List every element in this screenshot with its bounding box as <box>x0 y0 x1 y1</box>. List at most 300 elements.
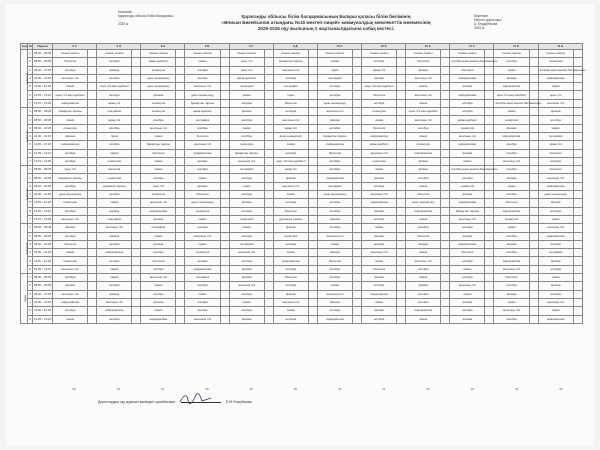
lesson-count: 29 <box>72 387 76 391</box>
subject-cell: физика <box>317 116 352 124</box>
table-row <box>21 58 583 66</box>
subject-cell: химия <box>53 315 88 323</box>
header-time: Уақыты <box>33 44 53 50</box>
table-row <box>21 315 583 323</box>
room-cell <box>220 191 229 199</box>
subject-cell: ағылшын тілі <box>538 174 573 182</box>
room-cell <box>132 50 141 58</box>
subject-cell: дене шынықтыру <box>273 132 308 140</box>
subject-cell: информатика <box>450 199 485 207</box>
subject-cell: информатика <box>538 182 573 190</box>
room-cell <box>220 50 229 58</box>
subject-cell: биология <box>494 199 529 207</box>
room-cell <box>397 91 406 99</box>
room-cell <box>397 141 406 149</box>
room-cell <box>132 149 141 157</box>
room-cell <box>485 108 494 116</box>
room-cell <box>353 182 362 190</box>
room-cell <box>353 265 362 273</box>
room-cell <box>397 224 406 232</box>
room-cell <box>88 132 97 140</box>
subject-cell: информатика <box>317 174 352 182</box>
room-cell <box>88 91 97 99</box>
room-cell <box>264 282 273 290</box>
subject-cell: алгебра <box>185 66 220 74</box>
subject-cell: қазақ тілі <box>97 116 132 124</box>
lesson-time: 12:25 – 13:10 <box>33 315 53 323</box>
stamp-right-line: Мектеп директоры <box>474 18 502 22</box>
subject-cell: геометрия <box>141 108 176 116</box>
subject-cell: алгебра <box>494 282 529 290</box>
subject-cell: алгебра <box>185 298 220 306</box>
subject-cell: алгебра <box>97 257 132 265</box>
room-cell <box>353 91 362 99</box>
lesson-time: 09:40 – 10:25 <box>33 124 53 132</box>
room-cell <box>441 191 450 199</box>
room-cell <box>88 298 97 306</box>
subject-cell: орыс тілі <box>229 66 264 74</box>
subject-cell: ағылшын тілі <box>53 290 88 298</box>
room-cell <box>485 282 494 290</box>
subject-cell: алгебра <box>53 274 88 282</box>
stamp-left-line: 2025 ж. <box>118 22 129 26</box>
lesson-number: 6 <box>28 315 33 323</box>
subject-cell: ағылшын тілі <box>229 157 264 165</box>
room-cell <box>441 315 450 323</box>
lesson-count: 34 <box>470 387 475 391</box>
room-cell <box>88 83 97 91</box>
room-cell <box>573 58 582 66</box>
subject-cell: геометрия <box>53 257 88 265</box>
lesson-number: 3 <box>28 182 33 190</box>
room-cell <box>264 290 273 298</box>
lesson-time: 08:00 – 08:45 <box>33 50 53 58</box>
subject-cell: химия <box>141 307 176 315</box>
subject-cell: алгебра <box>141 265 176 273</box>
subject-cell: химия <box>53 83 88 91</box>
subject-cell: химия <box>141 232 176 240</box>
room-cell <box>573 141 582 149</box>
room-cell <box>132 141 141 149</box>
room-cell <box>397 74 406 82</box>
room-cell <box>441 174 450 182</box>
room-cell <box>441 124 450 132</box>
subject-cell: дене шынықтыру <box>185 91 220 99</box>
subject-cell: ағылшын тілі <box>450 132 485 140</box>
subject-cell: алгебра <box>97 240 132 248</box>
lesson-number: 6 <box>28 91 33 99</box>
room-cell <box>264 91 273 99</box>
room-cell <box>264 124 273 132</box>
subject-cell: ағылшын тілі <box>53 265 88 273</box>
room-cell <box>88 99 97 107</box>
room-cell <box>529 191 538 199</box>
room-cell <box>485 274 494 282</box>
subject-cell: орыс тілі мен әдебиеті <box>53 91 88 99</box>
subject-cell: алгебра <box>538 290 573 298</box>
room-cell <box>176 132 185 140</box>
subject-cell: информатика <box>450 91 485 99</box>
room-cell <box>220 274 229 282</box>
room-cell <box>88 141 97 149</box>
room-cell <box>529 157 538 165</box>
room-cell <box>264 50 273 58</box>
subject-cell: геометрия <box>538 58 573 66</box>
subject-cell: биология <box>141 257 176 265</box>
table-row <box>21 240 583 248</box>
subject-cell: алгебра <box>141 116 176 124</box>
room-cell <box>573 307 582 315</box>
subject-cell: химия <box>273 191 308 199</box>
subject-cell: информатика <box>494 207 529 215</box>
subject-cell: химия <box>406 182 441 190</box>
subject-cell: геометрия <box>53 199 88 207</box>
subject-cell: физика <box>185 307 220 315</box>
table-row <box>21 298 583 306</box>
subject-cell: физика <box>406 240 441 248</box>
subject-cell: ағылшын тілі <box>141 124 176 132</box>
room-cell <box>132 257 141 265</box>
day-name: жұма <box>22 295 27 302</box>
room-cell <box>264 58 273 66</box>
subject-cell: физика <box>538 108 573 116</box>
subject-cell: ағылшын тілі <box>273 66 308 74</box>
room-cell <box>529 74 538 82</box>
subject-cell: физика <box>229 199 264 207</box>
room-cell <box>176 166 185 174</box>
subject-cell: алгебра <box>141 249 176 257</box>
subject-cell: геометрия <box>273 232 308 240</box>
room-cell <box>397 124 406 132</box>
room-cell <box>397 282 406 290</box>
subject-cell: ағылшын тілі <box>97 298 132 306</box>
room-cell <box>573 274 582 282</box>
subject-cell: қазақ тілі <box>97 99 132 107</box>
subject-cell: химия <box>494 66 529 74</box>
room-cell <box>220 282 229 290</box>
room-cell <box>264 315 273 323</box>
table-row <box>21 99 583 107</box>
room-cell <box>397 298 406 306</box>
lesson-number: 2 <box>28 174 33 182</box>
subject-cell: Сынып сағаты <box>362 50 397 58</box>
subject-cell: алгебра <box>317 307 352 315</box>
subject-cell: алгебра <box>450 174 485 182</box>
subject-cell: информатика <box>494 132 529 140</box>
room-cell <box>353 274 362 282</box>
room-cell <box>397 174 406 182</box>
subject-cell: биология <box>317 257 352 265</box>
lesson-time: 08:00 – 08:45 <box>33 108 53 116</box>
room-cell <box>397 307 406 315</box>
room-cell <box>441 240 450 248</box>
room-cell <box>353 166 362 174</box>
lesson-time: 11:35 – 12:20 <box>33 141 53 149</box>
subject-cell: алгебра <box>141 290 176 298</box>
table-row <box>21 290 583 298</box>
subject-cell: Сынып сағаты <box>141 50 176 58</box>
room-cell <box>88 66 97 74</box>
stamp-left-line: ... <box>118 18 121 22</box>
subject-cell: геометрия <box>53 124 88 132</box>
lesson-count: 29 <box>205 387 209 391</box>
room-cell <box>485 298 494 306</box>
subject-cell: алгебра <box>362 315 397 323</box>
subject-cell: информатика <box>97 249 132 257</box>
lesson-number: 4 <box>28 132 33 140</box>
lesson-number: 4 <box>28 191 33 199</box>
room-cell <box>220 99 229 107</box>
header-class: 10 А <box>317 44 361 50</box>
subject-cell: қазақ әдебиеті <box>450 116 485 124</box>
subject-cell: химия <box>53 249 88 257</box>
room-cell <box>441 257 450 265</box>
room-cell <box>353 66 362 74</box>
lesson-count: 30 <box>293 387 298 391</box>
header-class: 9 А <box>53 44 97 50</box>
room-cell <box>397 274 406 282</box>
subject-cell: алгебра <box>97 124 132 132</box>
subject-cell: алгебра <box>53 66 88 74</box>
room-cell <box>308 298 317 306</box>
table-row <box>21 249 583 257</box>
approval-stamp-right <box>474 14 564 30</box>
room-cell <box>220 257 229 265</box>
room-cell <box>353 224 362 232</box>
day-name: сейсенбі <box>25 130 30 143</box>
room-cell <box>485 257 494 265</box>
subject-cell: қазақ әдебиеті <box>362 141 397 149</box>
room-cell <box>441 298 450 306</box>
subject-cell: алгебра <box>97 58 132 66</box>
lesson-time: 11:35 – 12:20 <box>33 307 53 315</box>
subject-cell: Қазақстан тарихы <box>53 174 88 182</box>
subject-cell: информатика <box>494 83 529 91</box>
subject-cell: геометрия <box>450 124 485 132</box>
subject-cell: алгебра <box>273 265 308 273</box>
subject-cell: алгебра <box>229 132 264 140</box>
table-row <box>21 199 583 207</box>
room-cell <box>132 83 141 91</box>
table-row <box>21 124 583 132</box>
room-cell <box>308 91 317 99</box>
room-cell <box>485 174 494 182</box>
room-cell <box>264 157 273 165</box>
subject-cell: алгебра <box>273 199 308 207</box>
room-cell <box>220 215 229 223</box>
subject-cell: алгебра <box>53 207 88 215</box>
room-cell <box>529 58 538 66</box>
room-cell <box>264 274 273 282</box>
room-cell <box>573 240 582 248</box>
table-row <box>21 108 583 116</box>
subject-cell: Сынып сағаты <box>406 50 441 58</box>
room-cell <box>441 149 450 157</box>
table-row <box>21 132 583 140</box>
subject-cell: химия <box>494 298 529 306</box>
subject-cell: орыс тілі мен әдебиеті <box>97 83 132 91</box>
subject-cell: биология <box>273 207 308 215</box>
lesson-time: 09:40 – 10:25 <box>33 290 53 298</box>
subject-cell: химия <box>494 224 529 232</box>
room-cell <box>573 215 582 223</box>
lesson-number: 5 <box>28 257 33 265</box>
room-cell <box>308 58 317 66</box>
room-cell <box>88 315 97 323</box>
subject-cell: биология <box>494 274 529 282</box>
subject-cell: дене шынықтыру <box>406 199 441 207</box>
room-cell <box>353 315 362 323</box>
subject-cell: химия <box>273 249 308 257</box>
subject-cell: физика <box>450 83 485 91</box>
room-cell <box>308 157 317 165</box>
subject-cell: қазақ әдебиеті <box>229 74 264 82</box>
room-cell <box>573 290 582 298</box>
room-cell <box>264 224 273 232</box>
lesson-time: 11:35 – 12:20 <box>33 257 53 265</box>
subject-cell: информатика <box>273 257 308 265</box>
room-cell <box>441 132 450 140</box>
subject-cell: физика <box>317 249 352 257</box>
lesson-number: 7 <box>28 215 33 223</box>
day-name: дүйсенбі <box>25 72 30 85</box>
stamp-right-line: Бекітемін <box>474 14 488 18</box>
room-cell <box>132 199 141 207</box>
subject-cell: Қазақстан тарихы <box>53 108 88 116</box>
subject-cell: геометрия <box>362 108 397 116</box>
room-cell <box>176 315 185 323</box>
room-cell <box>132 182 141 190</box>
header-class: 9 Б <box>141 44 185 50</box>
table-row <box>21 307 583 315</box>
room-cell <box>441 182 450 190</box>
subject-cell: физика <box>450 191 485 199</box>
subject-cell: Қазақстан тарихы <box>317 132 352 140</box>
room-cell <box>441 199 450 207</box>
room-cell <box>88 191 97 199</box>
subject-cell: география <box>317 74 352 82</box>
room-cell <box>308 182 317 190</box>
room-cell <box>485 132 494 140</box>
subject-cell: ағылшын тілі <box>317 108 352 116</box>
lesson-number: 4 <box>28 249 33 257</box>
subject-cell: ағылшын тілі <box>185 141 220 149</box>
room-cell <box>176 274 185 282</box>
room-cell <box>529 66 538 74</box>
subject-cell: алгебра <box>317 265 352 273</box>
subject-cell: информатика <box>450 74 485 82</box>
room-cell <box>485 182 494 190</box>
subject-cell: алгебра <box>229 290 264 298</box>
room-cell <box>220 91 229 99</box>
room-cell <box>485 124 494 132</box>
room-cell <box>132 58 141 66</box>
subject-cell: биология <box>273 99 308 107</box>
room-cell <box>220 232 229 240</box>
lesson-count: 31 <box>160 387 165 391</box>
room-cell <box>308 240 317 248</box>
subject-cell: қазақ тілі <box>273 166 308 174</box>
header-class: 10 Ә <box>362 44 406 50</box>
subject-cell: информатика <box>538 232 573 240</box>
room-cell <box>132 157 141 165</box>
room-cell <box>88 74 97 82</box>
subject-cell: химия <box>185 240 220 248</box>
room-cell <box>264 298 273 306</box>
subject-cell: физика <box>229 265 264 273</box>
count-spacer <box>20 387 52 391</box>
room-cell <box>308 215 317 223</box>
room-cell <box>88 282 97 290</box>
subject-cell: алгебра <box>53 149 88 157</box>
lesson-time: 10:30 – 11:15 <box>33 249 53 257</box>
subject-cell: физика <box>185 257 220 265</box>
room-cell <box>573 116 582 124</box>
room-cell <box>397 215 406 223</box>
room-cell <box>573 132 582 140</box>
lesson-time: 09:40 – 10:25 <box>33 182 53 190</box>
room-cell <box>397 99 406 107</box>
subject-cell: химия <box>362 257 397 265</box>
lesson-time: 08:50 – 09:35 <box>33 116 53 124</box>
room-cell <box>176 157 185 165</box>
subject-cell: алгебра <box>450 99 485 107</box>
room-cell <box>176 141 185 149</box>
subject-cell: қазақ тілі <box>362 66 397 74</box>
room-cell <box>132 290 141 298</box>
subject-cell: Қазақстан тарихы <box>229 149 264 157</box>
room-cell <box>529 215 538 223</box>
subject-cell: алгебра <box>450 307 485 315</box>
room-cell <box>88 199 97 207</box>
subject-cell: алгебра <box>406 224 441 232</box>
subject-cell: дене шынықтыру <box>141 83 176 91</box>
room-cell <box>573 149 582 157</box>
room-cell <box>220 298 229 306</box>
room-cell <box>132 91 141 99</box>
room-cell <box>264 149 273 157</box>
subject-cell: география <box>97 108 132 116</box>
subject-cell: физика <box>494 124 529 132</box>
subject-cell: химия <box>406 249 441 257</box>
subject-cell: физика <box>362 174 397 182</box>
subject-cell: алгебра <box>450 108 485 116</box>
subject-cell: ағылшын тілі <box>406 91 441 99</box>
subject-cell: алгебра <box>450 257 485 265</box>
room-cell <box>132 315 141 323</box>
subject-cell: геометрия <box>362 157 397 165</box>
day-label <box>21 108 28 166</box>
subject-cell: физика <box>185 182 220 190</box>
room-cell <box>308 108 317 116</box>
subject-cell: алгебра <box>406 290 441 298</box>
subject-cell: дене шынықтыру <box>141 74 176 82</box>
subject-cell: физика <box>494 74 529 82</box>
room-cell <box>485 91 494 99</box>
room-cell <box>397 166 406 174</box>
room-cell <box>132 116 141 124</box>
subject-cell: физика <box>97 66 132 74</box>
subject-cell: химия <box>494 108 529 116</box>
room-cell <box>132 132 141 140</box>
lesson-number: 6 <box>28 265 33 273</box>
room-cell <box>485 290 494 298</box>
subject-cell: биология <box>317 149 352 157</box>
room-cell <box>529 108 538 116</box>
subject-cell: алгебра <box>229 191 264 199</box>
day-label <box>21 50 28 108</box>
table-row <box>21 116 583 124</box>
